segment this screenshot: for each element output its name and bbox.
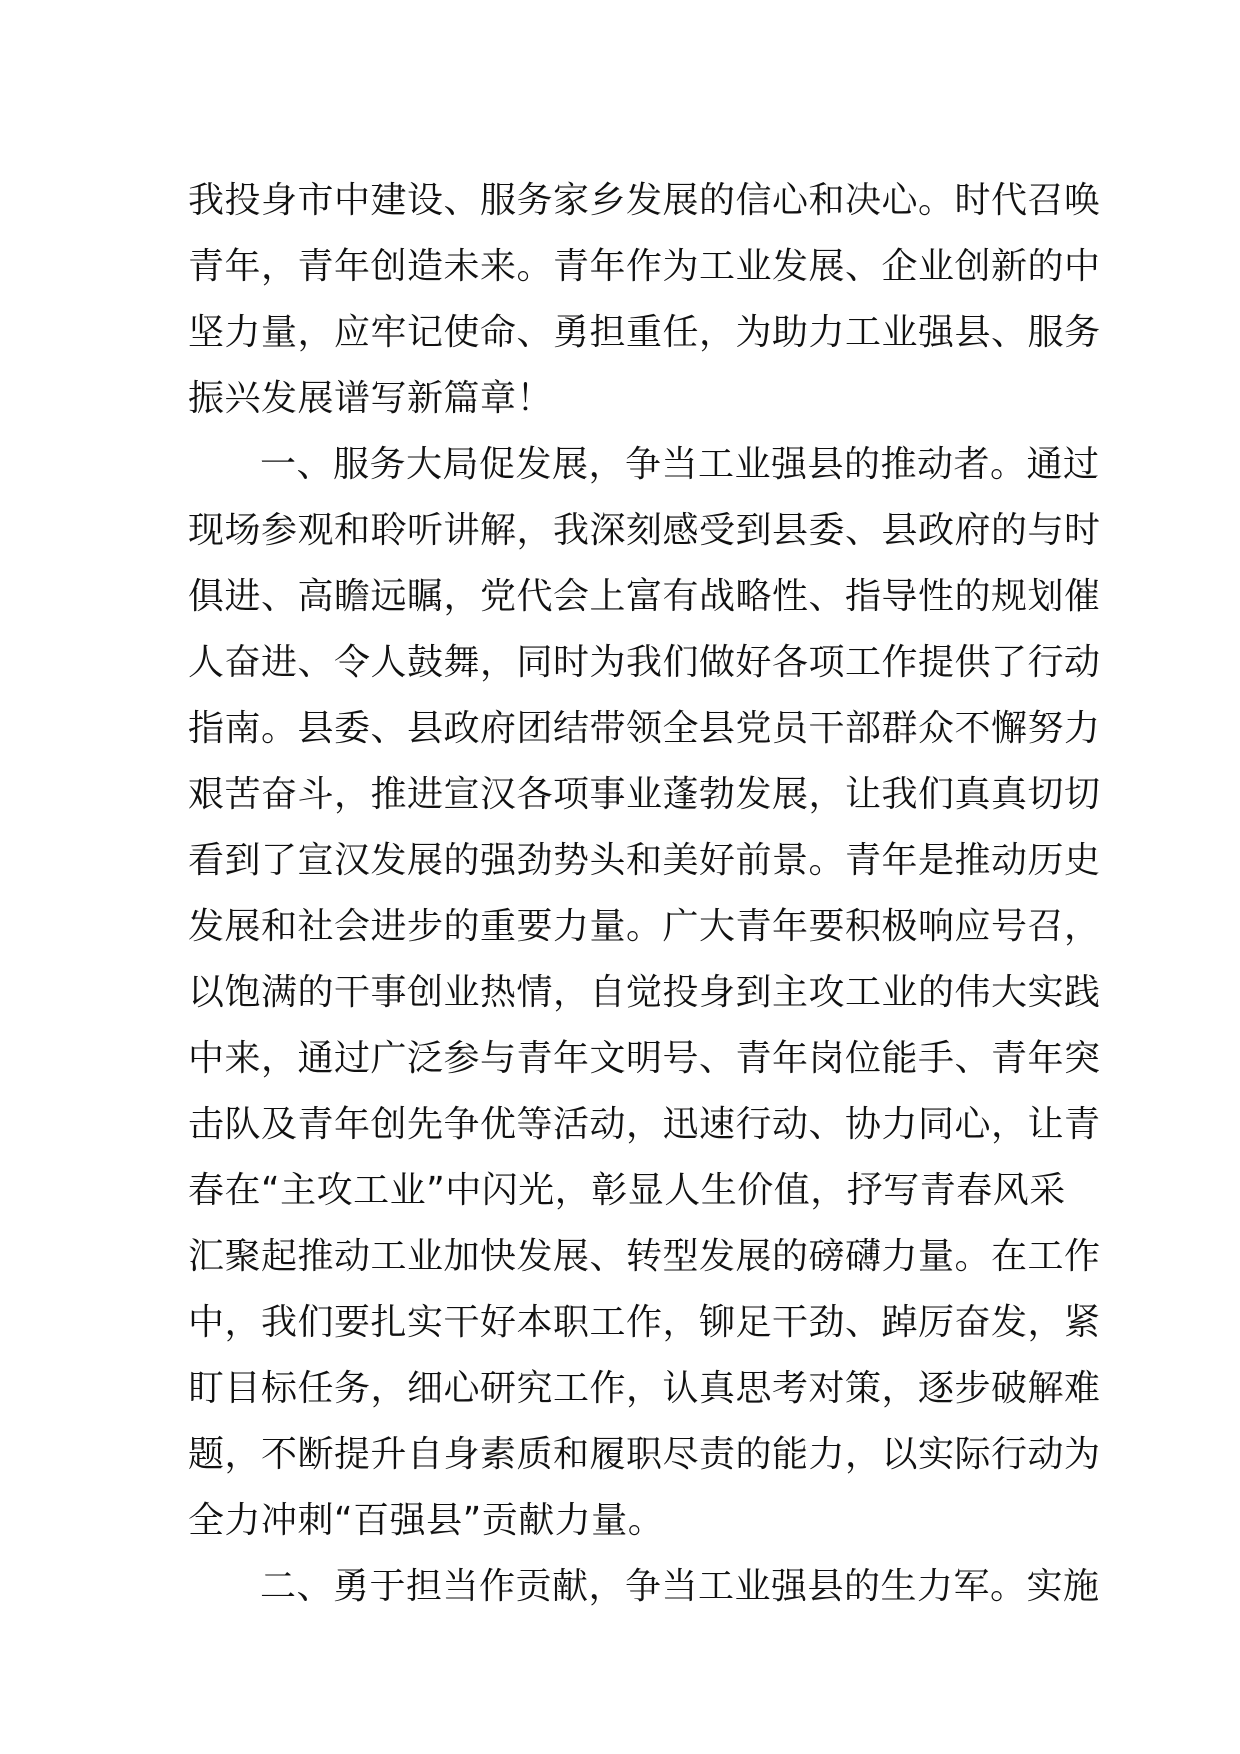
text-line: 以饱满的干事创业热情，自觉投身到主攻工业的伟大实践 bbox=[188, 972, 1101, 1013]
text-line: 春在“主攻工业”中闪光，彰显人生价值，抒写青春风采 bbox=[188, 1170, 1066, 1211]
text-line: 现场参观和聆听讲解，我深刻感受到县委、县政府的与时 bbox=[188, 510, 1101, 551]
text-line: 击队及青年创先争优等活动，迅速行动、协力同心，让青 bbox=[188, 1104, 1101, 1145]
text-line: 汇聚起推动工业加快发展、转型发展的磅礴力量。在工作 bbox=[188, 1236, 1101, 1277]
body-text bbox=[188, 168, 1101, 1620]
text-line: 盯目标任务，细心研究工作，认真思考对策，逐步破解难 bbox=[188, 1368, 1101, 1409]
text-line: 我投身市中建设、服务家乡发展的信心和决心。时代召唤 bbox=[188, 180, 1101, 221]
text-line: 中，我们要扎实干好本职工作，铆足干劲、踔厉奋发，紧 bbox=[188, 1302, 1101, 1343]
text-line: 艰苦奋斗，推进宣汉各项事业蓬勃发展，让我们真真切切 bbox=[188, 774, 1101, 815]
text-line: 俱进、高瞻远瞩，党代会上富有战略性、指导性的规划催 bbox=[188, 576, 1101, 617]
paragraph-heading-line: 一、服务大局促发展，争当工业强县的推动者。通过 bbox=[260, 444, 1100, 485]
text-line: 看到了宣汉发展的强劲势头和美好前景。青年是推动历史 bbox=[188, 840, 1101, 881]
text-line: 发展和社会进步的重要力量。广大青年要积极响应号召， bbox=[188, 906, 1101, 947]
text-line: 振兴发展谱写新篇章！ bbox=[188, 378, 554, 419]
text-line: 青年，青年创造未来。青年作为工业发展、企业创新的中 bbox=[188, 246, 1101, 287]
text-line: 坚力量，应牢记使命、勇担重任，为助力工业强县、服务 bbox=[188, 312, 1101, 353]
paragraph-heading-line: 二、勇于担当作贡献，争当工业强县的生力军。实施 bbox=[260, 1566, 1100, 1607]
text-line: 人奋进、令人鼓舞，同时为我们做好各项工作提供了行动 bbox=[188, 642, 1101, 683]
text-line: 全力冲刺“百强县”贡献力量。 bbox=[188, 1500, 665, 1541]
text-line: 中来，通过广泛参与青年文明号、青年岗位能手、青年突 bbox=[188, 1038, 1101, 1079]
text-line: 指南。县委、县政府团结带领全县党员干部群众不懈努力 bbox=[188, 708, 1101, 749]
text-line: 题，不断提升自身素质和履职尽责的能力，以实际行动为 bbox=[188, 1434, 1101, 1475]
